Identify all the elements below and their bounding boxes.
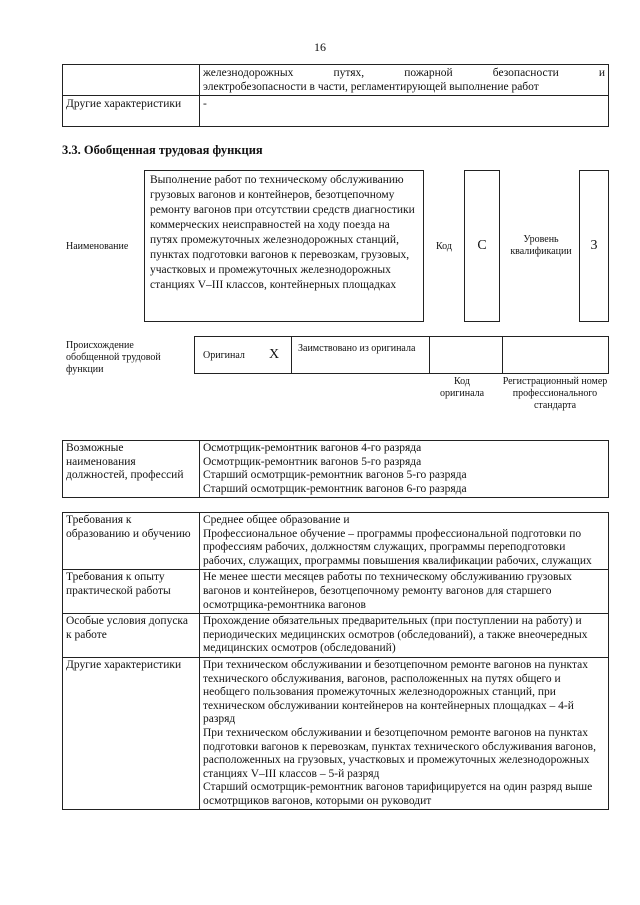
education-label: Требования к образованию и обучению xyxy=(63,513,200,570)
other-line: При техническом обслуживании и безотцепочном ремонте вагонов на пунктах подготовки вагонов к перевозкам, пунктах технического обслуживания вагонов, расположенных на грузовых, участковых и промежуточных железнодорожных станциях V–III классов – 5-й разряд xyxy=(203,726,596,780)
code-label: Код xyxy=(436,241,452,252)
code-original-caption: Код оригинала xyxy=(439,376,485,399)
borrowed-label: Заимствовано из оригинала xyxy=(298,343,416,354)
borrowed-cell xyxy=(291,336,430,374)
other-line: Старший осмотрщик-ремонтник вагонов тарифицируется на один разряд выше осмотрщиков вагонов, которыми он руководит xyxy=(203,781,593,807)
original-cell xyxy=(194,336,292,374)
experience-line: Не менее шести месяцев работы по техническому обслуживанию грузовых вагонов и контейнеров, безотцепочному ремонту вагонов для старшего осмотрщика-ремонтника вагонов xyxy=(203,571,572,611)
origin-label: Происхождение обобщенной трудовой функции xyxy=(66,340,161,375)
section-title: 3.3. Обобщенная трудовая функция xyxy=(62,143,263,157)
admission-label: Особые условия допуска к работе xyxy=(63,614,200,658)
other-label: Другие характеристики xyxy=(63,657,200,810)
experience-value xyxy=(200,570,609,614)
page-number: 16 xyxy=(314,40,326,54)
education-line: Среднее общее образование и xyxy=(203,514,350,526)
top-table-other-value: - xyxy=(200,96,609,127)
admission-value xyxy=(200,614,609,658)
qualification-level-box: 3 xyxy=(579,170,609,322)
name-label: Наименование xyxy=(66,241,129,252)
requirements-table xyxy=(62,512,609,810)
function-code-box: C xyxy=(464,170,500,322)
function-name-box: Выполнение работ по техническому обслуживанию грузовых вагонов и контейнеров, безотцепочному ремонту вагонов при отсутствии средств диагностики коммерческих неисправностей на ходу поезда на путях промежуточных железнодорожных станций, пунктах подготовки вагонов к перевозкам, грузовых, участковых и промежуточных железнодорожных станциях V–III классов, контейнерных площадках xyxy=(144,170,424,322)
other-line: При техническом обслуживании и безотцепочном ремонте вагонов на пунктах технического обслуживания, вагонов, расположенных на путях общего и необщего пользования промежуточных железнодорожных станций, при техническом обслуживании контейнеров на контейнерных площадках – 4-й разряд xyxy=(203,658,588,726)
code-original-cell xyxy=(429,336,503,374)
positions-table xyxy=(62,440,609,498)
origin-row xyxy=(194,336,609,374)
level-label: Уровень квалификации xyxy=(510,234,572,257)
position-item: Старший осмотрщик-ремонтник вагонов 6-го разряда xyxy=(203,482,467,495)
top-table-line-1: железнодорожных путях, пожарной безопасности и xyxy=(203,67,605,79)
top-table xyxy=(62,64,609,127)
top-table-line-2: электробезопасности в части, регламентирующей выполнение работ xyxy=(203,81,539,93)
position-item: Осмотрщик-ремонтник вагонов 5-го разряда xyxy=(203,455,422,468)
position-item: Старший осмотрщик-ремонтник вагонов 5-го разряда xyxy=(203,469,467,482)
education-line: Профессиональное обучение – программы профессиональной подготовки по профессиям рабочих, должностям служащих, программы переподготовки рабочих, служащих, программы повышения квалификации рабочих, служащих xyxy=(203,527,592,567)
original-label: Оригинал xyxy=(203,350,245,361)
positions-label: Возможные наименования должностей, профессий xyxy=(63,441,200,498)
education-value xyxy=(200,513,609,570)
top-table-empty-cell xyxy=(63,65,200,96)
reg-number-caption: Регистрационный номер профессионального стандарта xyxy=(502,376,608,411)
experience-label: Требования к опыту практической работы xyxy=(63,570,200,614)
reg-number-cell xyxy=(502,336,609,374)
admission-line: Прохождение обязательных предварительных (при поступлении на работу) и периодических медицинских осмотров (обследований), а также внеочередных медицинских осмотров (обследований) xyxy=(203,615,588,655)
top-table-other-label: Другие характеристики xyxy=(63,96,200,127)
top-table-text-cell xyxy=(200,65,609,96)
position-item: Осмотрщик-ремонтник вагонов 4-го разряда xyxy=(203,442,422,454)
original-mark: X xyxy=(269,347,280,362)
other-value xyxy=(200,657,609,810)
positions-list xyxy=(200,441,609,498)
